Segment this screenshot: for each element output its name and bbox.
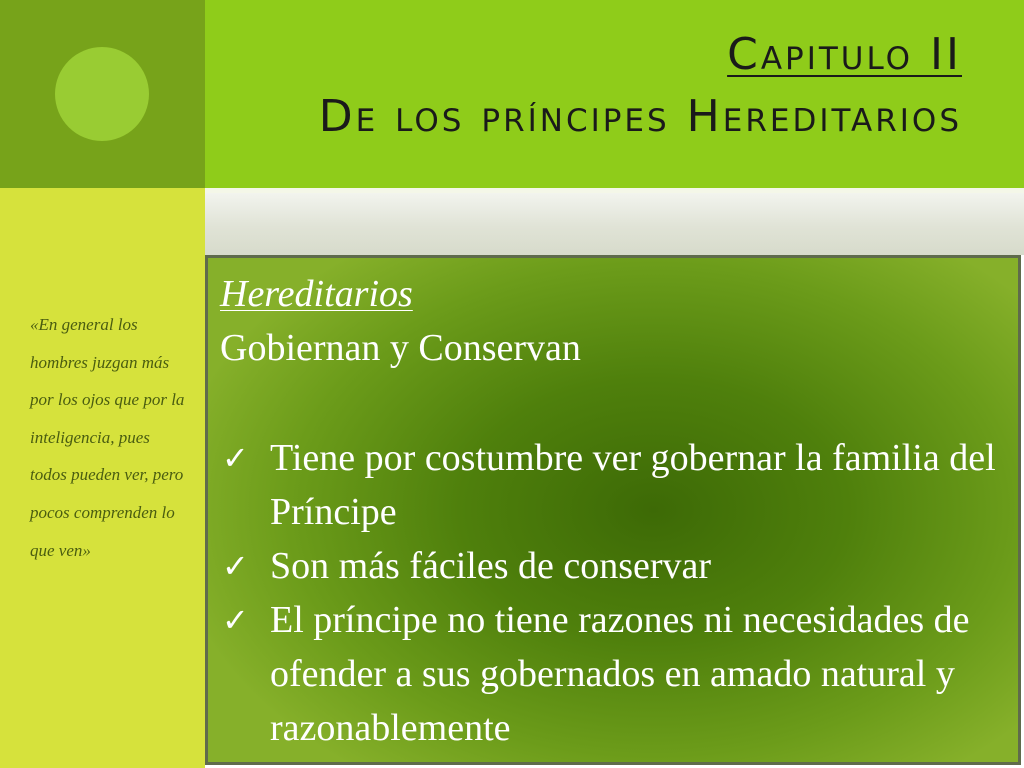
bullet-text: Tiene por costumbre ver gobernar la familia del Príncipe (270, 437, 996, 533)
slide-title (319, 24, 962, 148)
decorative-circle (55, 47, 149, 141)
checkmark-icon: ✓ (222, 601, 249, 639)
checkmark-icon: ✓ (222, 439, 249, 477)
checkmark-icon: ✓ (222, 547, 249, 585)
bullet-item (220, 539, 1020, 593)
bullet-text: Son más fáciles de conservar (270, 545, 712, 587)
side-quote: «En general los hombres juzgan más por los ojos que por la inteligencia, pues todos pueden ver, pero pocos comprenden lo que ven» (30, 315, 185, 560)
content-subheading: Gobiernan y Conservan (220, 327, 581, 369)
bullet-text: El príncipe no tiene razones ni necesidades de ofender a sus gobernados en amado natural y razonablemente (270, 599, 970, 749)
content-heading: Hereditarios (220, 273, 413, 315)
bullet-list (220, 431, 1020, 755)
content-panel (205, 255, 1021, 765)
slide-title-line-1: Capitulo II (727, 29, 962, 80)
corner-block (0, 0, 205, 188)
bullet-item (220, 593, 1020, 755)
gradient-band (205, 193, 1024, 255)
slide-title-line-2: De los príncipes Hereditarios (318, 91, 962, 142)
bullet-item (220, 431, 1020, 539)
